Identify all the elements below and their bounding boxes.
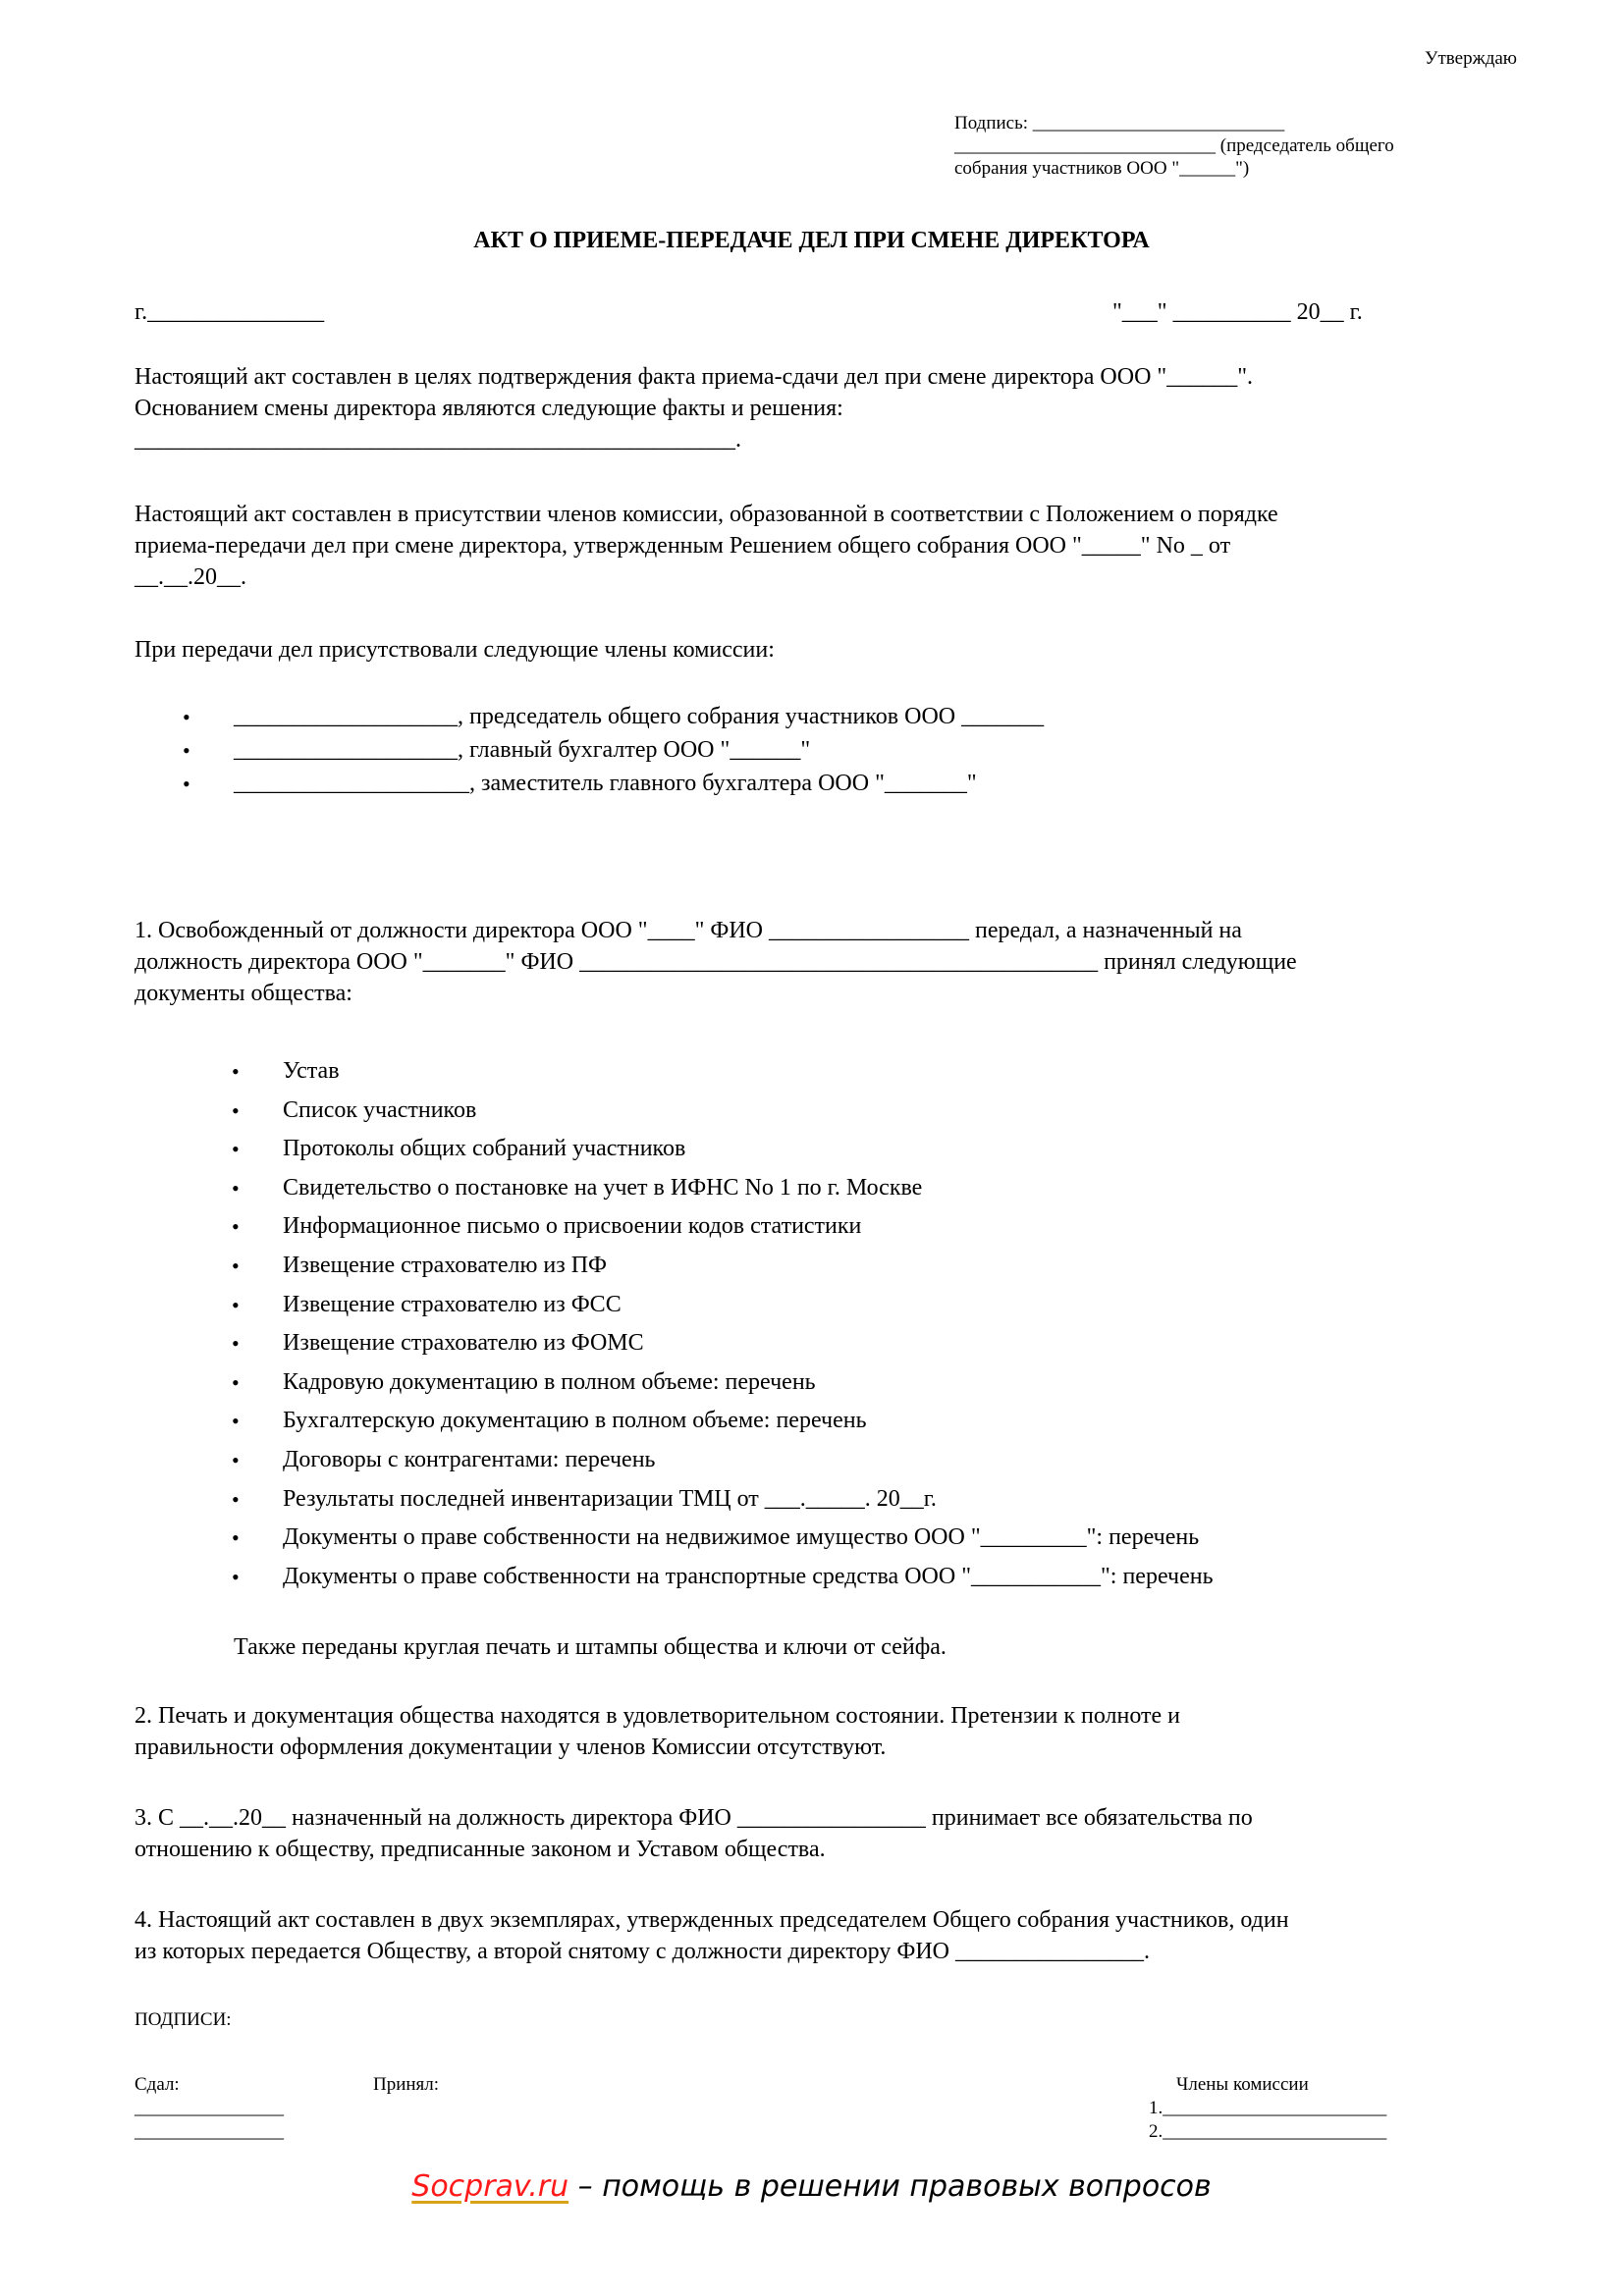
footer-tagline: – помощь в решении правовых вопросов xyxy=(568,2169,1212,2204)
section-2-line: 2. Печать и документация общества находятся в удовлетворительном состоянии. Претензии к полноте и xyxy=(135,1703,1180,1729)
member-signature-line: 1.________________________ xyxy=(1149,2098,1387,2118)
bullet-icon: • xyxy=(232,1176,240,1201)
brand-link[interactable]: Socprav.ru xyxy=(411,2169,569,2204)
date-field: "___" __________ 20__ г. xyxy=(1112,299,1363,325)
approval-signature-block xyxy=(954,112,1394,180)
bullet-icon: • xyxy=(232,1448,240,1472)
list-item: Информационное письмо о присвоении кодов статистики xyxy=(283,1213,862,1239)
list-item: Извещение страхователю из ПФ xyxy=(283,1253,608,1278)
section-1-line: документы общества: xyxy=(135,981,352,1006)
list-item: Извещение страхователю из ФСС xyxy=(283,1292,622,1317)
section-4-line: 4. Настоящий акт составлен в двух экземплярах, утвержденных председателем Общего собрания участников, один xyxy=(135,1907,1289,1933)
bullet-icon: • xyxy=(232,1409,240,1433)
member-signature-line: 2.________________________ xyxy=(1149,2121,1387,2142)
list-item: Свидетельство о постановке на учет в ИФНС No 1 по г. Москве xyxy=(283,1175,923,1201)
section-4-line: из которых передается Обществу, а второй снятому с должности директору ФИО ________________. xyxy=(135,1939,1150,1964)
section-1-paragraph xyxy=(135,915,1297,1009)
intro-paragraph xyxy=(135,361,1253,455)
document-title: АКТ О ПРИЕМЕ-ПЕРЕДАЧЕ ДЕЛ ПРИ СМЕНЕ ДИРЕКТОРА xyxy=(473,228,1150,253)
list-item: Устав xyxy=(283,1058,340,1084)
approve-label: Утверждаю xyxy=(1425,48,1517,69)
list-item: ____________________, заместитель главного бухгалтера ООО "_______" xyxy=(234,771,977,796)
bullet-icon: • xyxy=(183,772,190,796)
list-item: Договоры с контрагентами: перечень xyxy=(283,1447,656,1472)
gave-signature-line: ________________ xyxy=(135,2121,284,2142)
list-item: Кадровую документацию в полном объеме: перечень xyxy=(283,1369,816,1395)
bullet-icon: • xyxy=(232,1525,240,1550)
bullet-icon: • xyxy=(232,1137,240,1161)
signatures-heading: ПОДПИСИ: xyxy=(135,2009,232,2030)
list-item: Документы о праве собственности на транспортные средства ООО "___________": перечень xyxy=(283,1564,1214,1589)
bullet-icon: • xyxy=(232,1059,240,1084)
list-item: ___________________, главный бухгалтер ООО "______" xyxy=(234,737,811,763)
bullet-icon: • xyxy=(232,1254,240,1278)
gave-label: Сдал: xyxy=(135,2074,180,2095)
bullet-icon: • xyxy=(232,1370,240,1395)
list-item: Список участников xyxy=(283,1097,477,1123)
section-3-line: отношению к обществу, предписанные законом и Уставом общества. xyxy=(135,1837,826,1862)
bullet-icon: • xyxy=(232,1565,240,1589)
seal-transfer-note: Также переданы круглая печать и штампы общества и ключи от сейфа. xyxy=(234,1634,947,1660)
commission-members-label: Члены комиссии xyxy=(1176,2074,1309,2095)
section-2-paragraph xyxy=(135,1700,1180,1763)
intro-line: Основанием смены директора являются следующие факты и решения: xyxy=(135,396,843,421)
section-4-paragraph xyxy=(135,1904,1289,1967)
bullet-icon: • xyxy=(232,1098,240,1123)
list-item: Документы о праве собственности на недвижимое имущество ООО "_________": перечень xyxy=(283,1524,1200,1550)
section-2-line: правильности оформления документации у членов Комиссии отсутствуют. xyxy=(135,1735,887,1760)
commission-line: приема-передачи дел при смене директора, утвержденным Решением общего собрания ООО "_____" No _ от xyxy=(135,533,1231,559)
bullet-icon: • xyxy=(232,1487,240,1512)
list-item: Протоколы общих собраний участников xyxy=(283,1136,686,1161)
place-field: г._______________ xyxy=(135,299,325,325)
bullet-icon: • xyxy=(183,705,190,729)
chairman-line: ____________________________ (председатель общего xyxy=(954,135,1394,156)
bullet-icon: • xyxy=(232,1293,240,1317)
section-3-line: 3. С __.__.20__ назначенный на должность директора ФИО ________________ принимает все обязательства по xyxy=(135,1805,1253,1831)
commission-line: Настоящий акт составлен в присутствии членов комиссии, образованной в соответствии с Положением о порядке xyxy=(135,502,1278,527)
list-item: ___________________, председатель общего собрания участников ООО _______ xyxy=(234,704,1045,729)
list-item: Извещение страхователю из ФОМС xyxy=(283,1330,644,1356)
section-3-paragraph xyxy=(135,1802,1253,1865)
list-item: Бухгалтерскую документацию в полном объеме: перечень xyxy=(283,1408,867,1433)
signature-line: Подпись: ___________________________ xyxy=(954,113,1285,133)
bullet-icon: • xyxy=(183,738,190,763)
commission-line: __.__.20__. xyxy=(135,564,246,590)
section-1-line: 1. Освобожденный от должности директора ООО "____" ФИО _________________ передал, а назначенный на xyxy=(135,918,1242,943)
chairman-company-line: собрания участников ООО "______") xyxy=(954,158,1250,179)
commission-paragraph xyxy=(135,499,1278,593)
gave-signature-line: ________________ xyxy=(135,2098,284,2118)
members-intro: При передачи дел присутствовали следующие члены комиссии: xyxy=(135,637,775,663)
list-item: Результаты последней инвентаризации ТМЦ от ___._____. 20__г. xyxy=(283,1486,937,1512)
footer-banner xyxy=(0,2169,1623,2204)
bullet-icon: • xyxy=(232,1331,240,1356)
intro-blank-line: ___________________________________________________. xyxy=(135,427,741,453)
section-1-line: должность директора ООО "_______" ФИО ____________________________________________ принял следующие xyxy=(135,949,1297,975)
received-label: Принял: xyxy=(373,2074,440,2095)
bullet-icon: • xyxy=(232,1214,240,1239)
intro-line: Настоящий акт составлен в целях подтверждения факта приема-сдачи дел при смене директора ООО "______". xyxy=(135,364,1254,390)
